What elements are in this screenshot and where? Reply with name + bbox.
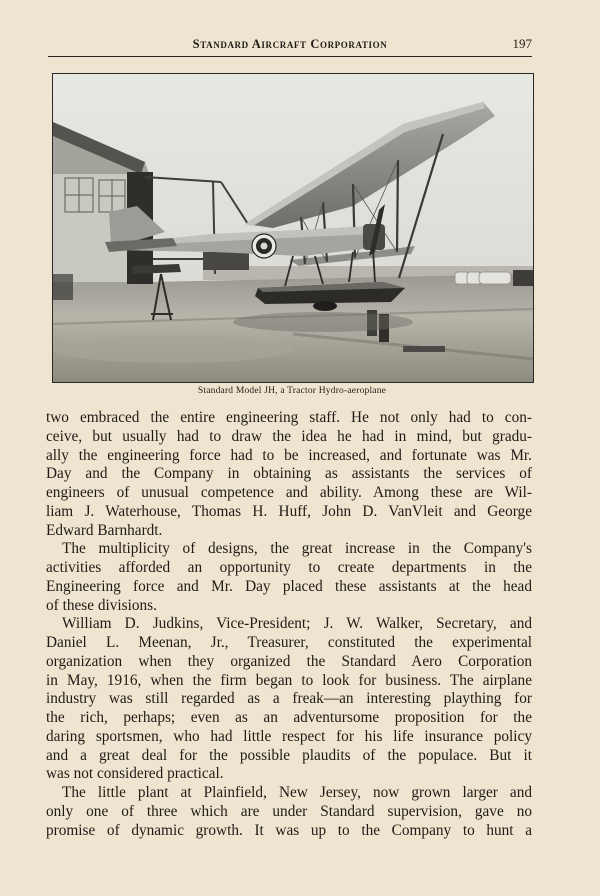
text-line: Engineering force and Mr. Day placed these assistants at the head <box>46 577 532 595</box>
text-line: ally the engineering force had to be increased, and fortunate was Mr. <box>46 446 532 464</box>
text-line: daring sportsmen, who had little respect for his life insurance policy <box>46 727 532 745</box>
text-line: The little plant at Plainfield, New Jersey, now grown larger and <box>62 784 532 801</box>
page-number: 197 <box>512 36 532 51</box>
text-line: industry was still regarded as a freak—an interesting plaything for <box>46 690 532 708</box>
text-line: Daniel L. Meenan, Jr., Treasurer, constituted the experimental <box>46 634 532 651</box>
text-line: the rich, perhaps; even as an adventursome proposition for the <box>46 709 532 726</box>
running-head: Standard Aircraft Corporation <box>192 37 388 51</box>
text-line: two embraced the entire engineering staff. He not only had to con- <box>46 409 532 426</box>
text-line: promise of dynamic growth. It was up to the Company to hunt a <box>46 821 532 839</box>
figure-caption: Standard Model JH, a Tractor Hydro-aeroplane <box>197 386 387 396</box>
text-line: Day and the Company in obtaining as assistants the services of <box>46 465 532 483</box>
text-line: was not considered practical. <box>46 765 224 783</box>
text-line: only one of three which are under Standard supervision, gave no <box>46 802 532 820</box>
page-header <box>48 36 532 57</box>
text-line: engineers of unusual competence and ability. Among these are Wil- <box>46 484 532 501</box>
aircraft-photograph <box>52 73 534 383</box>
text-line: William D. Judkins, Vice-President; J. W. Walker, Secretary, and <box>62 615 532 633</box>
text-line: The multiplicity of designs, the great increase in the Company's <box>62 540 532 558</box>
text-line: of these divisions. <box>46 596 157 614</box>
text-line: in May, 1916, when the firm began to look for business. The airplane <box>46 671 532 689</box>
text-line: organization when they organized the Standard Aero Corporation <box>46 652 532 670</box>
text-line: ceive, but usually had to draw the idea he had in mind, but gradu- <box>46 427 532 445</box>
text-line: Edward Barnhardt. <box>46 521 163 539</box>
text-line: activities afforded an opportunity to create departments in the <box>46 559 532 576</box>
body-text <box>46 409 532 840</box>
text-line: and a great deal for the possible plaudits of the populace. But it <box>46 746 532 764</box>
text-line: liam J. Waterhouse, Thomas H. Huff, John D. VanVleit and George <box>46 502 532 520</box>
